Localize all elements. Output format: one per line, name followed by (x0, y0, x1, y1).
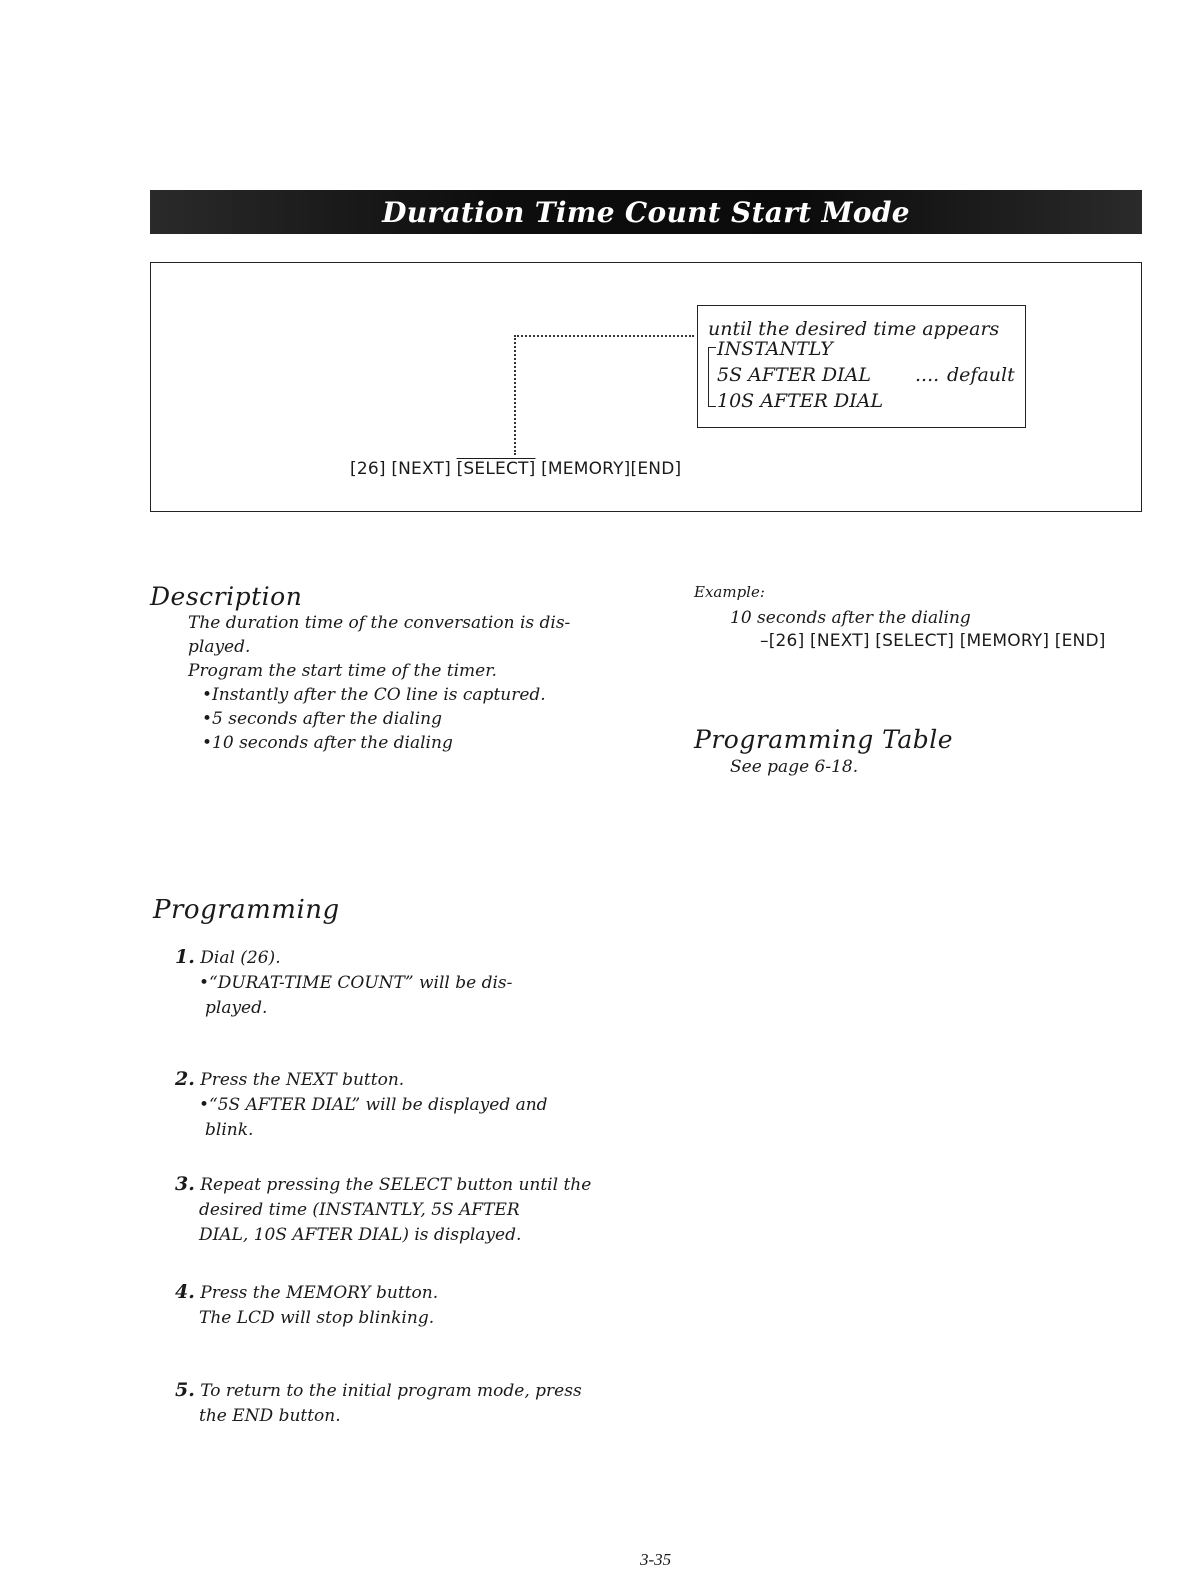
title-banner (150, 190, 1142, 234)
step-5: 5. To return to the initial program mode, press the END button. (175, 1379, 582, 1426)
key-memory: [MEMORY] (541, 459, 631, 479)
option-10s-after-dial: 10S AFTER DIAL (717, 390, 884, 412)
options-bracket (708, 347, 716, 407)
programming-table-heading: Programming Table (694, 725, 954, 754)
connector-horizontal (514, 335, 694, 337)
description-heading: Description (150, 582, 303, 611)
default-label: default (947, 364, 1015, 386)
example-sequence: –[26] [NEXT] [SELECT] [MEMORY] [END] (760, 631, 1106, 651)
step-2: 2. Press the NEXT button. •“5S AFTER DIAL” will be displayed and blink. (175, 1068, 548, 1140)
description-bullet: •10 seconds after the dialing (202, 733, 453, 753)
default-dots: .... (915, 364, 940, 386)
programming-table-ref: See page 6-18. (730, 757, 859, 777)
page-title: Duration Time Count Start Mode (382, 195, 910, 229)
key-select: [SELECT] (456, 459, 536, 479)
example-label: Example: (694, 583, 765, 601)
options-caption: until the desired time appears (708, 318, 1000, 340)
connector-vertical (514, 335, 516, 455)
key-next: [NEXT] (391, 459, 451, 479)
description-body (188, 611, 608, 755)
example-text: 10 seconds after the dialing (730, 608, 971, 628)
step-1: 1. Dial (26). •“DURAT-TIME COUNT” will be dis- played. (175, 946, 513, 1018)
option-5s-after-dial: 5S AFTER DIAL (717, 364, 872, 386)
page-number: 3-35 (640, 1550, 672, 1569)
key-end: [END] (630, 459, 682, 479)
description-line: Program the start time of the timer. (188, 661, 497, 681)
description-bullet: •Instantly after the CO line is captured. (202, 685, 546, 705)
key-sequence (350, 459, 681, 479)
programming-heading: Programming (153, 895, 340, 925)
step-3: 3. Repeat pressing the SELECT button until the desired time (INSTANTLY, 5S AFTER DIAL, 10S AFTER DIAL) is displayed. (175, 1173, 592, 1245)
step-4: 4. Press the MEMORY button. The LCD will stop blinking. (175, 1281, 439, 1328)
description-line: The duration time of the conversation is dis- (188, 613, 571, 633)
key-26: [26] (350, 459, 386, 479)
description-line: played. (188, 637, 251, 657)
option-instantly: INSTANTLY (717, 338, 833, 360)
description-bullet: •5 seconds after the dialing (202, 709, 443, 729)
